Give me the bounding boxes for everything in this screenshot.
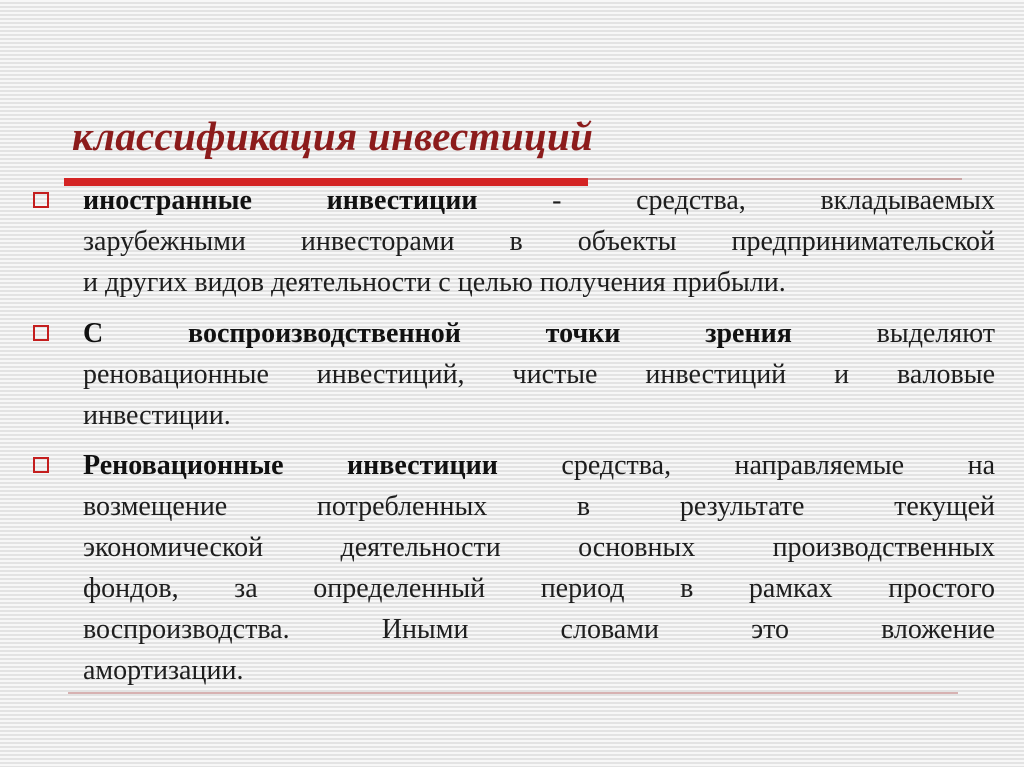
line-text: и других видов деятельности с целью получения прибыли. — [83, 267, 786, 298]
line-text: воспроизводства. Иными словами это вложение — [83, 614, 995, 645]
paragraph-line — [83, 313, 995, 354]
slide-title: классификация инвестиций — [72, 113, 594, 159]
footer-divider-line — [68, 692, 958, 694]
line-text: - средства, вкладываемых — [477, 185, 995, 216]
bullet-paragraph-3 — [83, 445, 995, 691]
bold-term: иностранные инвестиции — [83, 185, 478, 216]
bullet-paragraph-1 — [83, 180, 995, 303]
paragraph-line — [83, 650, 995, 691]
paragraph-line — [83, 221, 995, 262]
paragraph-line — [83, 354, 995, 395]
square-bullet-icon — [33, 457, 49, 473]
line-text: зарубежными инвесторами в объекты предпринимательской — [83, 226, 995, 257]
line-text: реновационные инвестиций, чистые инвестиций и валовые — [83, 359, 995, 390]
paragraph-line — [83, 568, 995, 609]
paragraph-line — [83, 486, 995, 527]
line-text: выделяют — [791, 318, 995, 349]
paragraph-line — [83, 445, 995, 486]
line-text: возмещение потребленных в результате текущей — [83, 491, 995, 522]
bullet-paragraph-2 — [83, 313, 995, 436]
line-text: амортизации. — [83, 655, 244, 686]
paragraph-line — [83, 262, 995, 303]
bold-term: С воспроизводственной точки зрения — [83, 318, 792, 349]
paragraph-line — [83, 609, 995, 650]
line-text: средства, направляемые на — [497, 450, 995, 481]
bold-term: Реновационные инвестиции — [83, 450, 498, 481]
paragraph-line — [83, 180, 995, 221]
line-text: экономической деятельности основных производственных — [83, 532, 995, 563]
line-text: инвестиции. — [83, 400, 231, 431]
square-bullet-icon — [33, 325, 49, 341]
line-text: фондов, за определенный период в рамках простого — [83, 573, 995, 604]
square-bullet-icon — [33, 192, 49, 208]
paragraph-line — [83, 395, 995, 436]
paragraph-line — [83, 527, 995, 568]
